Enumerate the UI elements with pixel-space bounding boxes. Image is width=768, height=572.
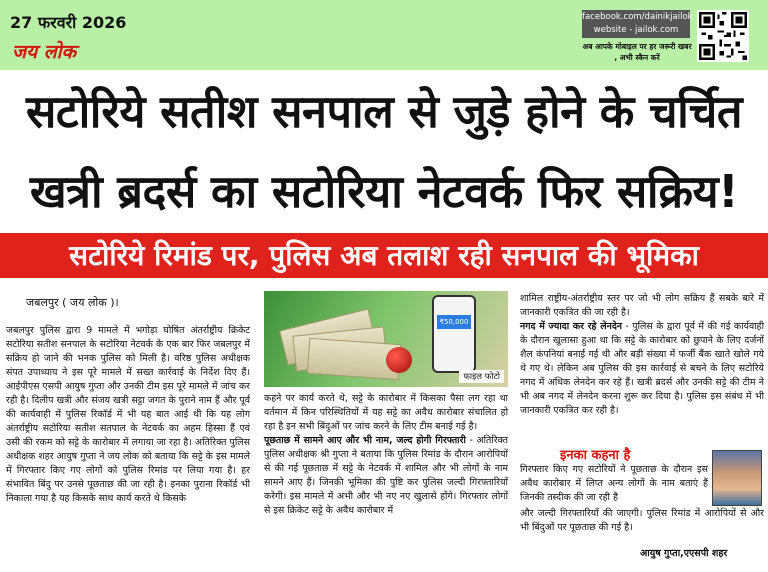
quote-text-2: और जल्दी गिरफ्तारियाँ की जाएगी। पुलिस रिमांड में आरोपियों से और भी बिंदुओं पर पूछताछ की गई है। — [520, 508, 764, 533]
photo-caption: फाइल फोटो — [459, 370, 504, 383]
facebook-link[interactable]: facebook.com/dainikjailok — [582, 12, 693, 22]
col2-intro: कहने पर कार्य करते थे, सट्टे के कारोबार में किसका पैसा लग रहा था वर्तमान में किन परिस्थितियों में यह सट्टे का अवैध कारोबार संचालित हो रहा है इन सभी बिंदुओं पर जांच करने के लिए टीम बनाई गई है। — [264, 393, 508, 432]
masthead — [0, 0, 768, 70]
phone-amount: ₹50,000 — [437, 315, 471, 329]
col3-intro: शामिल राष्ट्रीय-अंतर्राष्ट्रीय स्तर पर जो भी लोग सक्रिय हैं सबके बारे में जानकारी एकत्रित की जा रही है। — [520, 293, 764, 318]
subheadline-band: सटोरिये रिमांड पर, पुलिस अब तलाश रही सनपाल की भूमिका — [0, 233, 768, 278]
byline: जबलपुर ( जय लोक )। — [26, 296, 119, 309]
mobile-note: अब आपके मोबाइल पर हर जरूरी खबर , अभी स्कैन करें — [582, 42, 692, 62]
web-links — [582, 10, 693, 38]
headline-line-2: खत्री ब्रदर्स का सटोरिया नेटवर्क फिर सक्रिय! — [29, 165, 739, 218]
quote-signature: आयुष गुप्ता,एएसपी शहर — [640, 548, 728, 559]
smartphone-icon — [432, 295, 476, 373]
col2-body: - अतिरिक्त पुलिस अधीक्षक श्री गुप्ता ने बताया कि पुलिस रिमांड के दौरान आरोपियों से की गई पूछताछ में सट्टे के नेटवर्क में शामिल और भी लोगों के नाम सामने आए हैं। जिनकी भूमिका की पुष्टि कर पुलिस जल्दी गिरफ्तारियाँ करेगी। इस मामले में अभी और भी नए नए खुलासे होंगे। गिरफ्तार लोगों से इस क्रिकेट सट्टे के अवैध कारोबार में — [264, 435, 508, 516]
col3-subheading: नगद में ज्यादा कर रहे लेनदेन — [520, 321, 622, 332]
article-column-2 — [264, 392, 508, 518]
issue-date: 27 फरवरी 2026 — [10, 13, 127, 32]
website-link[interactable]: website - jailok.com — [593, 25, 679, 35]
logo-text: जय लोक — [12, 41, 77, 63]
quote-heading: इनका कहना है — [560, 448, 631, 463]
cricket-ball-icon — [386, 347, 412, 373]
col3-body: - पुलिस के द्वारा पूर्व में की गई कार्यवाही के दौरान खुलासा हुआ था कि सट्टे के कारोबार को छुपाने के लिए दर्जनों शैल कंपनियां बनाई गई थी और बड़ी संख्या में फर्जी बैंक खाते खोले गये थे गए थे। लेकिन अब पुलिस की इस कार्रवाई से बचने के लिए सटोरिये नगद में अधिक लेनदेन कर रहे हैं। खत्री ब्रदर्स और उनकी सट्टे की टीम ने भी अब नगद में लेनदेन करना शुरू कर दिया है। पुलिस इस संबंध में भी जानकारी एकत्रित कर रही है। — [520, 321, 764, 416]
qr-code-icon[interactable] — [697, 10, 749, 62]
article-column-3 — [520, 292, 764, 418]
article-column-1: जबलपुर पुलिस द्वारा 9 मामले में भगोड़ा घोषित अंतर्राष्ट्रीय क्रिकेट सटोरिया सतीश सनपाल के सटोरिया नेटवर्क के एक बार फिर जबलपुर में सक्रिय हो जाने की भनक पुलिस को मिली है। वरिष्ठ पुलिस अधीक्षक संपत उपाध्याय ने इस पूरे मामले में सख्त कार्रवाई के निर्देश दिए हैं। आईपीएस एसपी आयुष गुप्ता और उनकी टीम इस पूरे मामले में जांच कर रही है। दिलीप खत्री और संजय खत्री सट्टा जगत के पुराने नाम हैं और पूर्व की कार्यवाही में पुलिस रिकॉर्ड में भी यह बात आई थी कि यह लोग अंतर्राष्ट्रीय सटोरिया सतीश सतपाल के नेटवर्क का अहम हिस्सा हैं एवं उसी की रकम को सट्टे के कारोबार में लगाया जा रहा है। अतिरिक्त पुलिस अधीक्षक शहर आयुष गुप्ता ने जय लोक को बताया कि सट्टे के इस मामले में गिरफ्तार किए गए लोगों को पुलिस रिमांड पर लिया गया है। हर संभावित बिंदु पर उनसे पूछताछ की जा रही है। इनका पुराना रिकॉर्ड भी निकाला गया है यह किसके साथ कार्य करते थे किसके — [6, 325, 250, 504]
col2-subheading: पूछताछ में सामने आए और भी नाम, जल्द होगी गिरफ्तारी — [264, 435, 466, 446]
quote-text-1: गिरफ्तार किए गए सटोरियों ने पूछताछ के दौरान इस अवैध कारोबार में लिप्त अन्य लोगों के नाम बताएं हैं जिनकी तस्दीक की जा रही है — [520, 464, 708, 503]
newspaper-logo — [12, 38, 76, 64]
official-portrait — [712, 450, 762, 506]
file-photo — [264, 291, 508, 387]
headline-line-1: सटोरिये सतीश सनपाल से जुड़े होने के चर्चित — [26, 85, 742, 138]
